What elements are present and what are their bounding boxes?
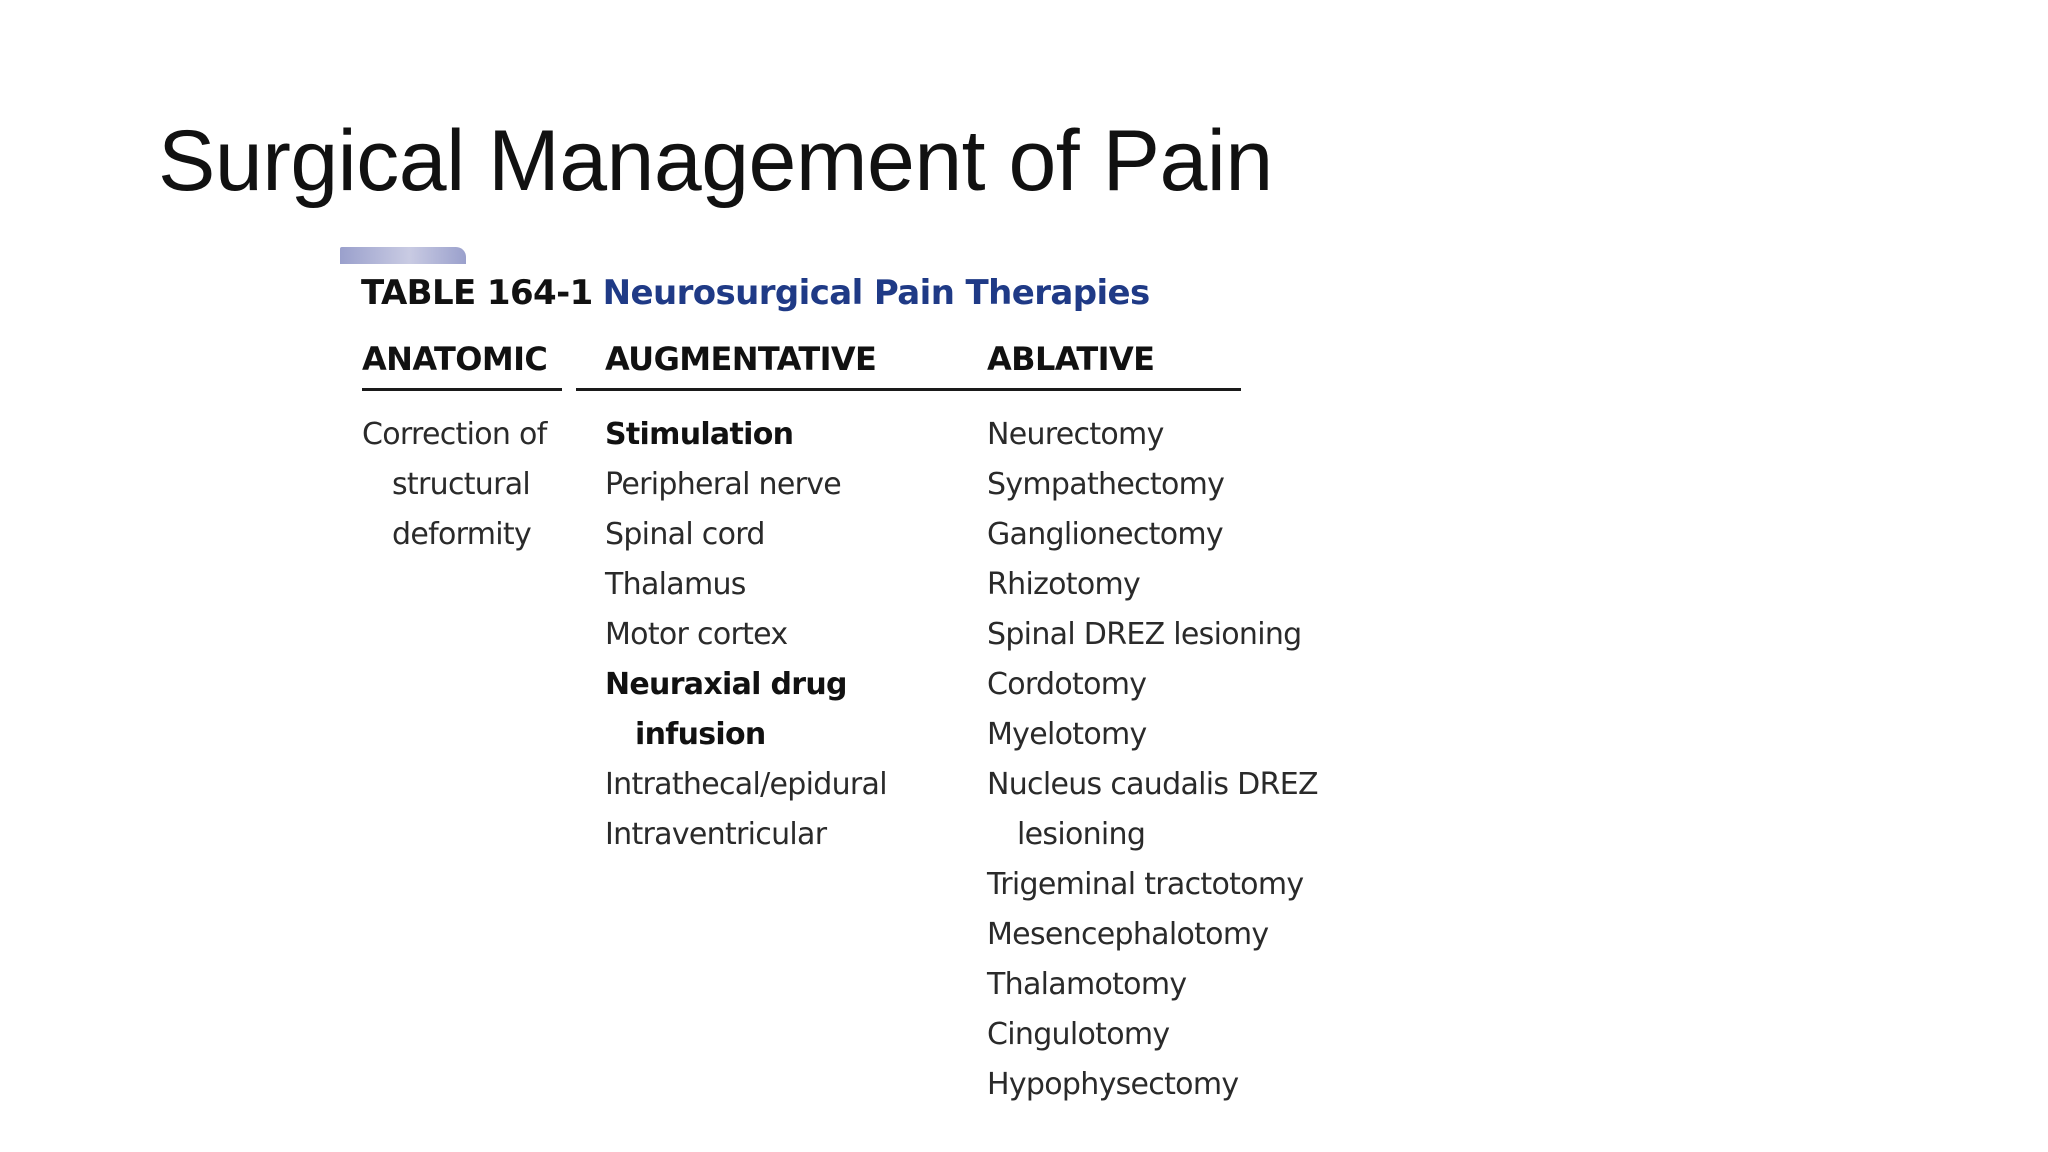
table-cell: Intraventricular bbox=[605, 817, 827, 852]
table-cell: Neuraxial drug bbox=[605, 667, 847, 702]
table-number: TABLE 164-1 bbox=[361, 273, 593, 313]
column-augmentative bbox=[605, 410, 887, 860]
header-rule-main bbox=[576, 388, 1241, 391]
table-cell: Stimulation bbox=[605, 417, 794, 452]
column-anatomic bbox=[362, 410, 547, 560]
table-cell: Thalamotomy bbox=[987, 967, 1187, 1002]
table-cell: Correction of bbox=[362, 417, 547, 452]
table-title: Neurosurgical Pain Therapies bbox=[602, 273, 1150, 313]
table-cell: deformity bbox=[392, 517, 531, 552]
table-cell: Myelotomy bbox=[987, 717, 1147, 752]
table-cell: Hypophysectomy bbox=[987, 1067, 1239, 1102]
table-cell: lesioning bbox=[1017, 817, 1146, 852]
table-cell: Neurectomy bbox=[987, 417, 1164, 452]
table-figure bbox=[340, 247, 1318, 1107]
table-accent-tab bbox=[340, 247, 466, 264]
table-cell: Sympathectomy bbox=[987, 467, 1225, 502]
table-cell: Motor cortex bbox=[605, 617, 788, 652]
table-cell: Intrathecal/epidural bbox=[605, 767, 887, 802]
table-cell: Cingulotomy bbox=[987, 1017, 1170, 1052]
table-cell: infusion bbox=[635, 717, 766, 752]
table-cell: Mesencephalotomy bbox=[987, 917, 1269, 952]
table-cell: Nucleus caudalis DREZ bbox=[987, 767, 1318, 802]
table-cell: Ganglionectomy bbox=[987, 517, 1223, 552]
slide-title: Surgical Management of Pain bbox=[158, 113, 1273, 209]
table-cell: structural bbox=[392, 467, 531, 502]
column-header-augmentative: AUGMENTATIVE bbox=[605, 340, 877, 378]
table-cell: Spinal cord bbox=[605, 517, 765, 552]
table-cell: Trigeminal tractotomy bbox=[987, 867, 1304, 902]
table-cell: Peripheral nerve bbox=[605, 467, 842, 502]
table-cell: Thalamus bbox=[605, 567, 746, 602]
table-cell: Rhizotomy bbox=[987, 567, 1141, 602]
table-cell: Cordotomy bbox=[987, 667, 1147, 702]
header-rule-anatomic bbox=[362, 388, 562, 391]
column-header-anatomic: ANATOMIC bbox=[362, 340, 548, 378]
column-header-ablative: ABLATIVE bbox=[987, 340, 1155, 378]
table-caption bbox=[361, 273, 1150, 313]
column-ablative bbox=[987, 410, 1318, 1110]
table-cell: Spinal DREZ lesioning bbox=[987, 617, 1302, 652]
